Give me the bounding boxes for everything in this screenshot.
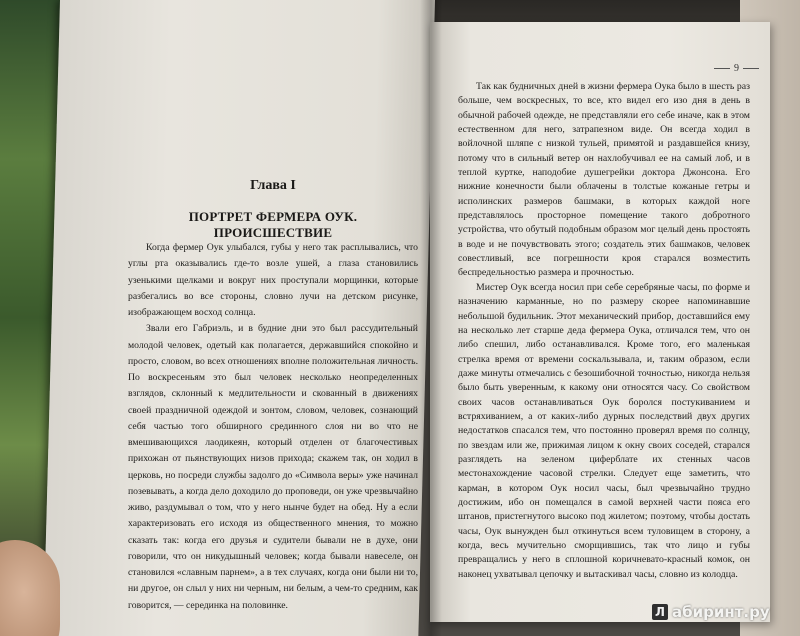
right-page-text [458,80,750,582]
paragraph: Так как будничных дней в жизни фермера Оука было в шесть раз больше, чем воскресных, то все, кто видел его изо дня в день в обычной рабочей одежде, не представляли его себе иначе, как в этом естественном для него, затрапезном виде. Он всегда ходил в войлочной шляпе с низкой тульей, примятой и раздавшейся книзу, потому что в сильный ветер он нахлобучивал ее на самый лоб, и в теплой куртке, наподобие душегрейки доктора Джонсона. Его нижние конечности были облачены в толстые кожаные гетры и исполинских размеров башмаки, в которых каждой ноге представлялось просторное помещение такого добротного устройства, что обутый подобным образом мог целый день простоять в воде и не почувствовать этого; создатель этих башмаков, человек совестливый, все погрешности кроя старался возместить беспредельностью размера и прочностью. [458,81,750,279]
watermark-text: абиринт.ру [672,603,770,621]
labirint-logo-icon: Л [652,604,668,620]
left-page-text [128,240,418,614]
chapter-title: ПОРТРЕТ ФЕРМЕРА ОУК. ПРОИСШЕСТВИЕ [188,209,358,240]
paragraph: Мистер Оук всегда носил при себе серебряные часы, по форме и назначению карманные, но по размеру скорее напоминавшие небольшой будильник. Этот механический прибор, доставшийся ему на несколько лет старше деда фермера Оука, отличался тем, что он либо спешил, либо останавливался. Кроме того, его маленькая стрелка время от времени соскальзывала, и, таким образом, если даже минуты отмечались с безошибочной точностью, никогда нельзя было быть уверенным, к какому они относятся часу. Со свойством своих часов останавливаться Оук боролся постукиванием и встряхиванием, а от каких-либо дурных последствий двух других недостатков спасался тем, что постоянно проверял время по солнцу, по звездам или же, прижимая лицом к окну своих соседей, старался разглядеть на зеленом циферблате их стенных часов местонахождение часовой стрелки. Следует еще заметить, что карман, в котором Оук носил часы, был чрезвычайно трудно достижим, ибо он помещался в самой верхней части пояса его штанов, пристегнутого высоко под жилетом; поэтому, чтобы достать часы, Оук вынужден был откинуться всем туловищем в сторону, а когда, весь мучительно сморщившись, так что лицо и губы превращались у него в сплошной коричневато-красный комок, он наконец ухватывал цепочку и вытаскивал часы, словно из колодца. [458,281,750,580]
chapter-label: Глава I [250,178,296,193]
book-gutter [420,0,442,636]
paragraph: Звали его Габриэль, и в будние дни это был рассудительный молодой человек, одетый как полагается, державшийся спокойно и просто, словом, во всех отношениях вполне положительная личность. По воскресеньям это был человек несколько неопределенных взглядов, склонный к медлительности и скованный в движениях своей праздничной одеждой и зонтом, словом, человек, сознающий себя частью того обширного срединного слоя ни во что не вмешивающихся лаодикеян, который отделен от благочестивых прихожан от пьянствующих низов прихода; скажем так, он ходил в церковь, но посреди службы задолго до «Символа веры» уже начинал позевывать, а когда дело доходило до проповеди, он уже чрезвычайно живо, раздумывал о том, что у него нынче будет на обед. Ну а если характеризовать его исходя из общественного мнения, то можно сказать так: когда его друзья и судители бывали не в духе, они говорили, что он никудышный человек; когда бывали навеселе, он становился «славным парнем», а в тех случаях, когда они были ни то, ни другое, он слыл у них ни черным, ни белым, а чем-то средним, как говорится, — серединка на половинке. [128,323,418,611]
page-number: 9 [710,63,763,74]
labirint-watermark [652,603,770,621]
paragraph: Когда фермер Оук улыбался, губы у него так расплывались, что углы рта оказывались где-то возле ушей, а глаза становились узенькими щелками и вокруг них проступали морщинки, которые разбегались во все стороны, словно лучи на детском рисунке, изображающем восход солнца. [128,242,418,318]
